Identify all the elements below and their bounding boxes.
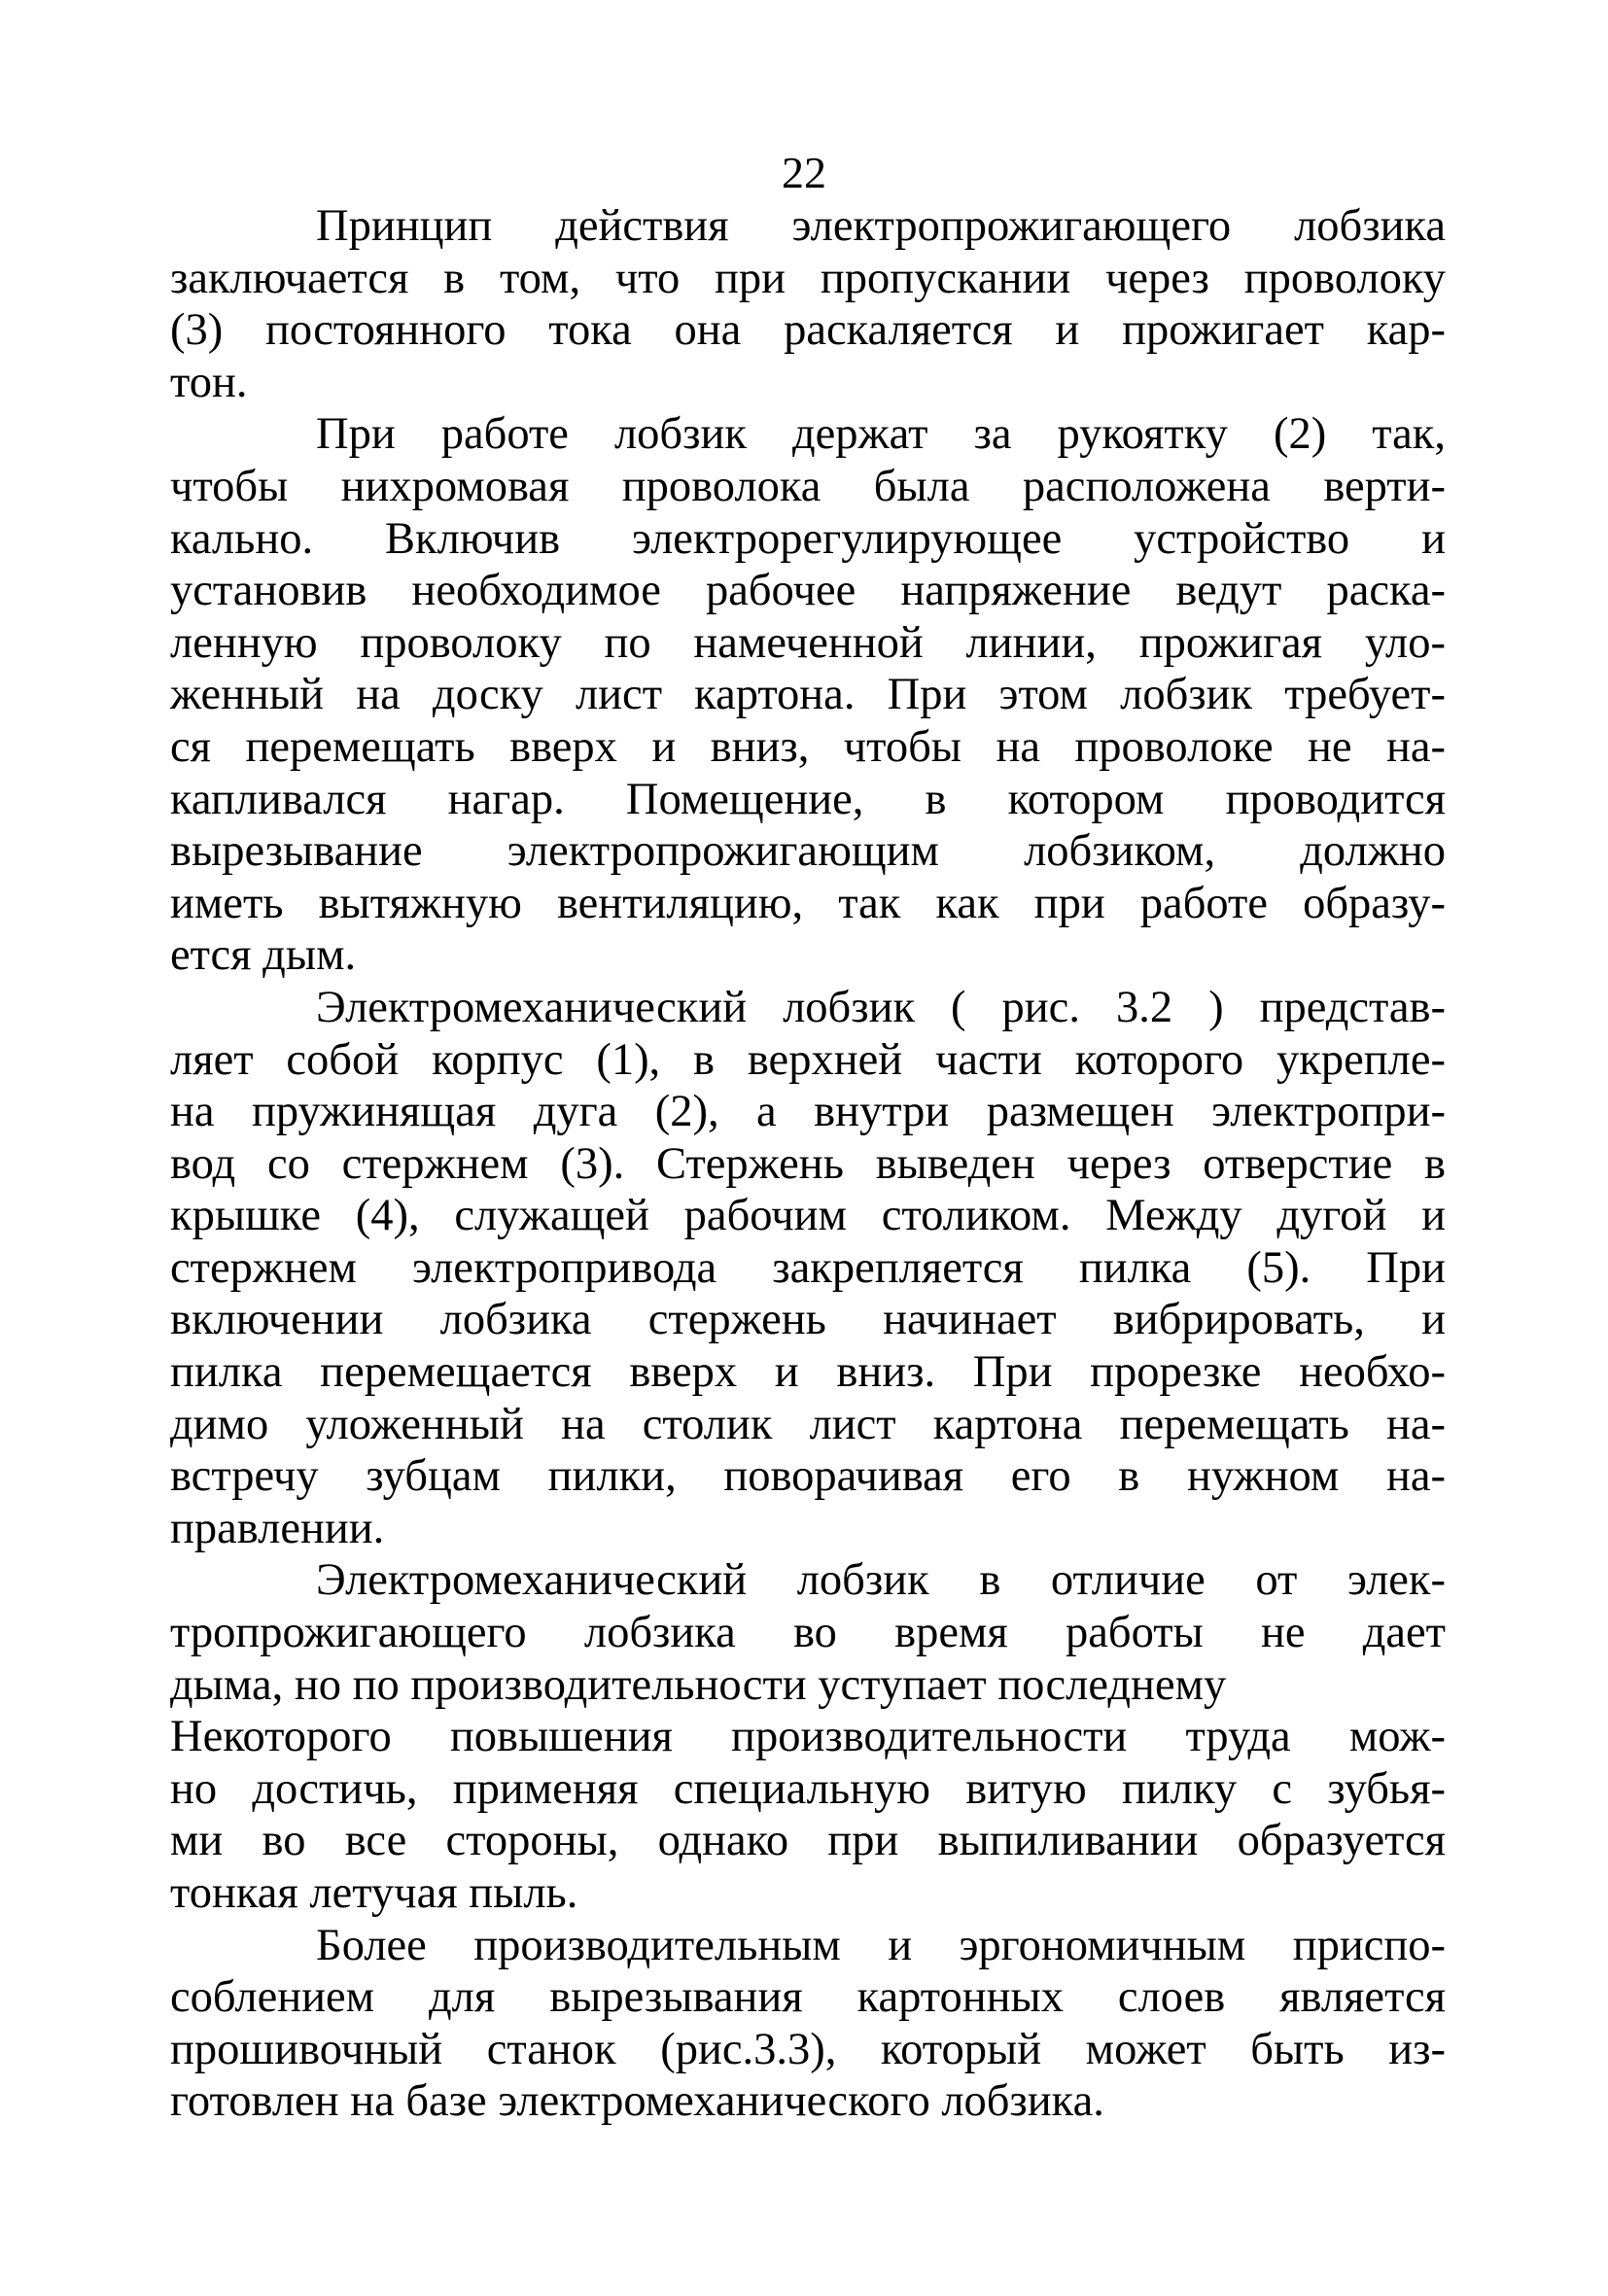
text-line: Электромеханический лобзик ( рис. 3.2 ) представ- <box>316 982 1446 1032</box>
text-line: стержнем электропривода закрепляется пилка (5). При <box>170 1242 1446 1293</box>
text-line: капливался нагар. Помещение, в котором проводится <box>170 774 1446 824</box>
text-line: женный на доску лист картона. При этом лобзик требует- <box>170 670 1446 720</box>
text-line: прошивочный станок (рис.3.3), который может быть из- <box>170 2024 1446 2074</box>
text-line: иметь вытяжную вентиляцию, так как при работе образу- <box>170 878 1446 928</box>
paragraph-electro-burning-principle <box>170 200 1446 408</box>
text-line: ми во все стороны, однако при выпиливании образуется <box>170 1816 1446 1866</box>
text-line: готовлен на базе электромеханического лобзика. <box>170 2076 1104 2127</box>
text-line: Принцип действия электропрожигающего лобзика <box>316 201 1446 251</box>
text-line: тропрожигающего лобзика во время работы не дает <box>170 1608 1446 1658</box>
text-line: Более производительным и эргономичным приспо- <box>316 1920 1446 1970</box>
text-line: (3) постоянного тока она раскаляется и прожигает кар- <box>170 305 1446 356</box>
text-line: При работе лобзик держат за рукоятку (2) так, <box>316 409 1446 460</box>
text-line: ленную проволоку по намеченной линии, прожигая уло- <box>170 617 1446 668</box>
text-line: дыма, но по производительности уступает последнему <box>170 1659 1227 1710</box>
text-line: Электромеханический лобзик в отличие от элек- <box>316 1555 1446 1606</box>
page-number: 22 <box>782 148 826 197</box>
text-line: вод со стержнем (3). Стержень выведен через отверстие в <box>170 1138 1446 1189</box>
text-line: крышке (4), служащей рабочим столиком. Между дугой и <box>170 1191 1446 1241</box>
text-line: пилка перемещается вверх и вниз. При прорезке необхо- <box>170 1347 1446 1398</box>
text-line: соблением для вырезывания картонных слоев является <box>170 1972 1446 2023</box>
paragraph-piercing-machine <box>170 1920 1446 2128</box>
text-line: включении лобзика стержень начинает вибрировать, и <box>170 1295 1446 1345</box>
text-line: на пружинящая дуга (2), а внутри размещен электропри- <box>170 1087 1446 1137</box>
body-text <box>170 200 1446 2128</box>
text-line: кально. Включив электрорегулирующее устройство и <box>170 513 1446 564</box>
text-line: ляет собой корпус (1), в верхней части которого укрепле- <box>170 1034 1446 1085</box>
text-line: заключается в том, что при пропускании через проволоку <box>170 253 1446 303</box>
paragraph-electromechanical-jigsaw <box>170 982 1446 1555</box>
text-line: ется дым. <box>170 930 357 981</box>
paragraph-working-procedure <box>170 408 1446 982</box>
text-line: встречу зубцам пилки, поворачивая его в нужном на- <box>170 1451 1446 1502</box>
text-line: вырезывание электропрожигающим лобзиком, должно <box>170 826 1446 877</box>
text-line: чтобы нихромовая проволока была расположена верти- <box>170 461 1446 511</box>
text-line: правлении. <box>170 1503 385 1553</box>
paragraph-comparison <box>170 1554 1446 1919</box>
text-line: но достичь, применяя специальную витую пилку с зубья- <box>170 1763 1446 1814</box>
text-line: димо уложенный на столик лист картона перемещать на- <box>170 1399 1446 1449</box>
text-line: тонкая летучая пыль. <box>170 1868 578 1918</box>
text-line: тон. <box>170 357 248 407</box>
text-line: ся перемещать вверх и вниз, чтобы на проволоке не на- <box>170 721 1446 772</box>
text-line: Некоторого повышения производительности труда мож- <box>170 1712 1446 1762</box>
text-line: установив необходимое рабочее напряжение ведут раска- <box>170 566 1446 616</box>
